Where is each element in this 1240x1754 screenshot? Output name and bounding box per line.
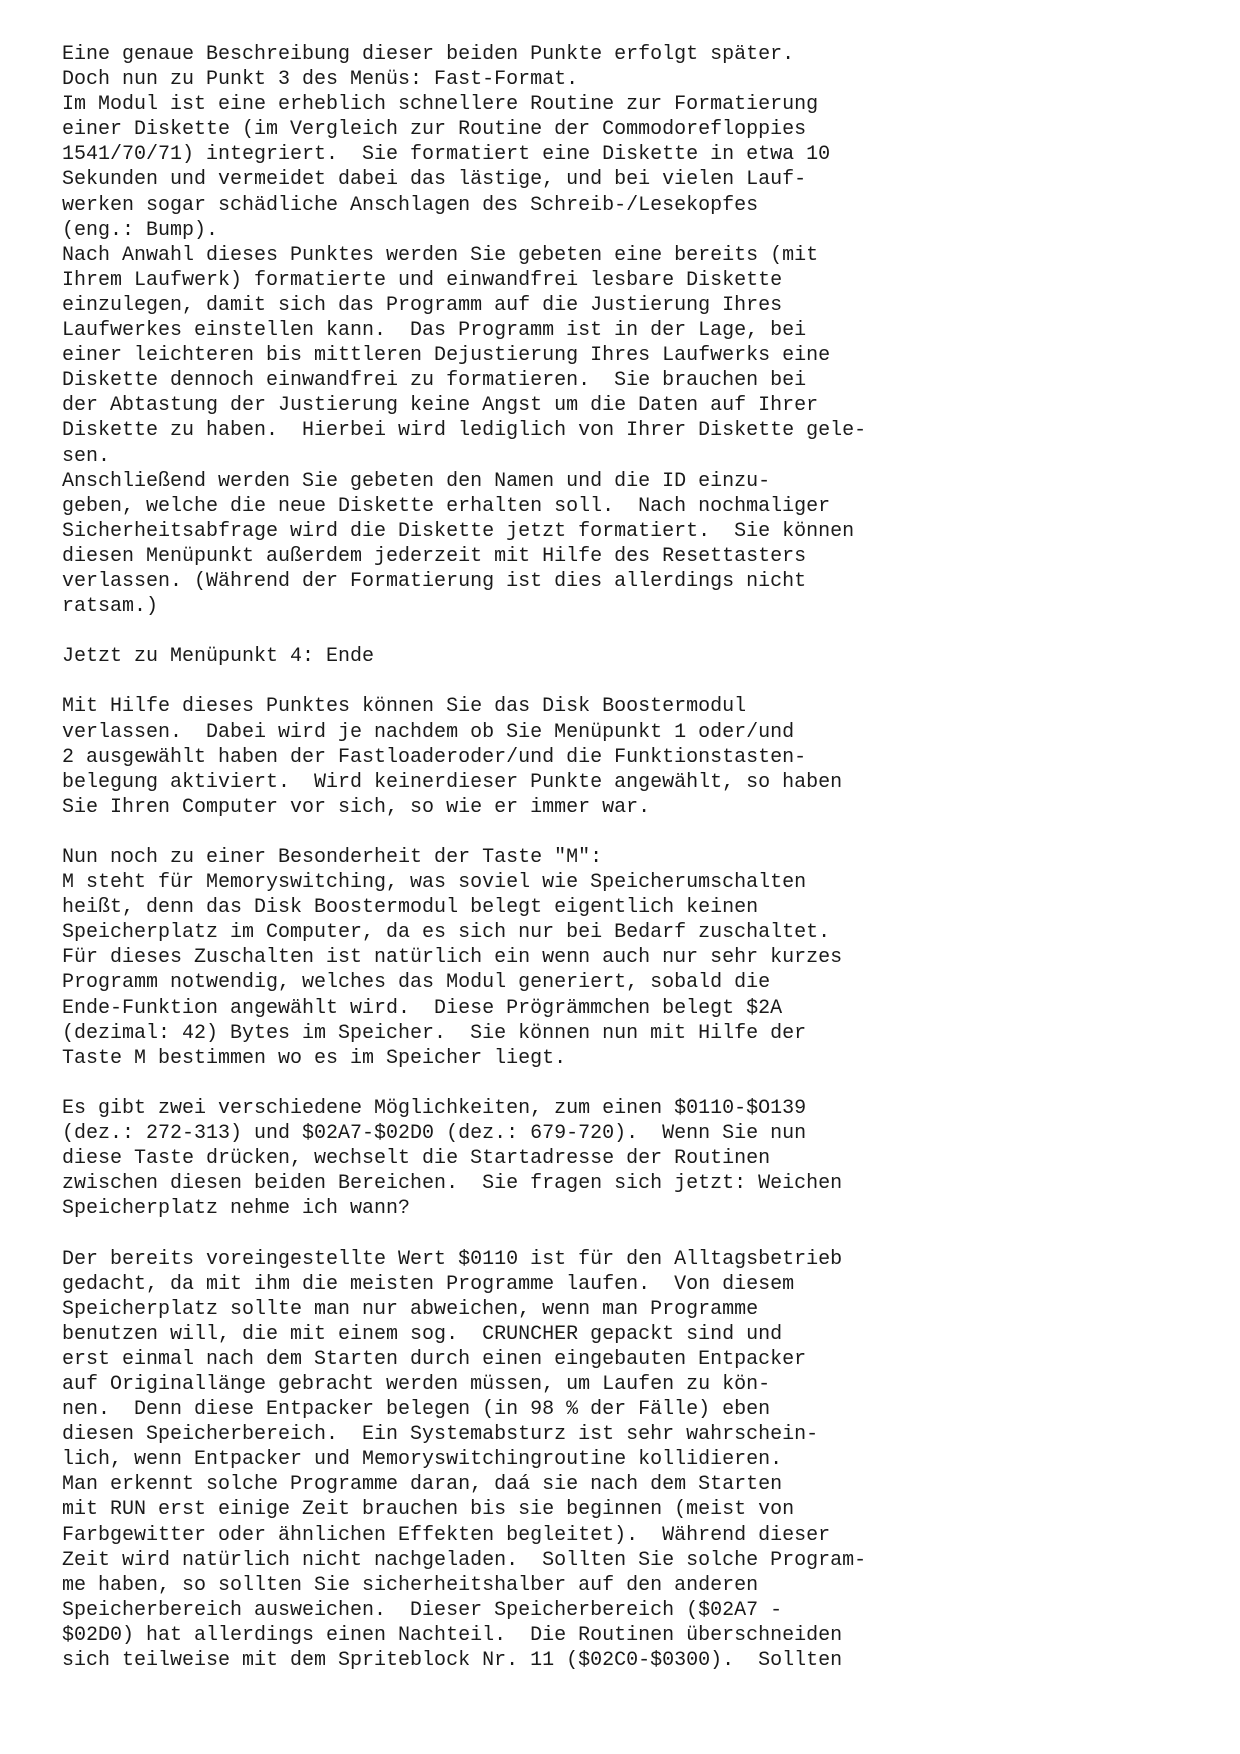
paragraph-menu-4-body — [62, 694, 1202, 819]
text-line: Speicherplatz im Computer, da es sich nur bei Bedarf zuschaltet. — [62, 921, 831, 945]
text-line: verlassen. Dabei wird je nachdem ob Sie Menüpunkt 1 oder/und — [62, 720, 795, 744]
text-line: Doch nun zu Punkt 3 des Menüs: Fast-Format. — [62, 68, 579, 92]
paragraph-gap — [62, 619, 1202, 644]
text-line: (dezimal: 42) Bytes im Speicher. Sie können nun mit Hilfe der — [62, 1021, 807, 1045]
text-line: Der bereits voreingestellte Wert $0110 ist für den Alltagsbetrieb — [62, 1247, 843, 1271]
text-line: sich teilweise mit dem Spriteblock Nr. 11 ($02C0-$0300). Sollten — [62, 1649, 843, 1672]
text-line: Sekunden und vermeidet dabei das lästige, und bei vielen Lauf- — [62, 168, 807, 192]
text-line: $02D0) hat allerdings einen Nachteil. Die Routinen überschneiden — [62, 1623, 843, 1647]
text-line: Anschließend werden Sie gebeten den Namen und die ID einzu- — [62, 469, 771, 493]
text-line: Nach Anwahl dieses Punktes werden Sie gebeten eine bereits (mit — [62, 243, 819, 267]
paragraph-taste-m — [62, 845, 1202, 1071]
text-line: werken sogar schädliche Anschlagen des Schreib-/Lesekopfes — [62, 193, 759, 217]
text-line: einzulegen, damit sich das Programm auf die Justierung Ihres — [62, 293, 783, 317]
document-page — [62, 42, 1202, 1673]
text-line: lich, wenn Entpacker und Memoryswitchingroutine kollidieren. — [62, 1448, 783, 1472]
text-line: ratsam.) — [62, 595, 159, 619]
paragraph-gap — [62, 820, 1202, 845]
text-line: Es gibt zwei verschiedene Möglichkeiten, zum einen $0110-$O139 — [62, 1096, 807, 1120]
text-line: diesen Menüpunkt außerdem jederzeit mit Hilfe des Resettasters — [62, 544, 807, 568]
paragraph-moeglichkeiten — [62, 1096, 1202, 1221]
text-line: nen. Denn diese Entpacker belegen (in 98 % der Fälle) eben — [62, 1398, 771, 1422]
text-line: Diskette dennoch einwandfrei zu formatieren. Sie brauchen bei — [62, 369, 807, 393]
text-line: Taste M bestimmen wo es im Speicher liegt. — [62, 1046, 567, 1070]
text-line: einer Diskette (im Vergleich zur Routine der Commodorefloppies — [62, 118, 807, 142]
text-line: mit RUN erst einige Zeit brauchen bis sie beginnen (meist von — [62, 1498, 795, 1522]
text-line: Sicherheitsabfrage wird die Diskette jetzt formatiert. Sie können — [62, 519, 855, 543]
text-line: geben, welche die neue Diskette erhalten soll. Nach nochmaliger — [62, 494, 831, 518]
text-line: Jetzt zu Menüpunkt 4: Ende — [62, 645, 375, 669]
paragraph-gap — [62, 1221, 1202, 1246]
text-line: Programm notwendig, welches das Modul generiert, sobald die — [62, 971, 771, 995]
text-line: verlassen. (Während der Formatierung ist dies allerdings nicht — [62, 569, 807, 593]
text-line: Für dieses Zuschalten ist natürlich ein wenn auch nur sehr kurzes — [62, 946, 843, 970]
text-line: Zeit wird natürlich nicht nachgeladen. Sollten Sie solche Program- — [62, 1548, 867, 1572]
text-line: 2 ausgewählt haben der Fastloaderoder/und die Funktionstasten- — [62, 745, 807, 769]
text-line: heißt, denn das Disk Boostermodul belegt eigentlich keinen — [62, 896, 759, 920]
text-line: Speicherplatz nehme ich wann? — [62, 1197, 411, 1221]
text-line: diesen Speicherbereich. Ein Systemabsturz ist sehr wahrschein- — [62, 1423, 819, 1447]
text-line: Im Modul ist eine erheblich schnellere Routine zur Formatierung — [62, 93, 819, 117]
text-line: erst einmal nach dem Starten durch einen eingebauten Entpacker — [62, 1347, 807, 1371]
text-line: Nun noch zu einer Besonderheit der Taste "M": — [62, 846, 603, 869]
paragraph-gap — [62, 1071, 1202, 1096]
text-line: diese Taste drücken, wechselt die Startadresse der Routinen — [62, 1147, 771, 1171]
text-line: auf Originallänge gebracht werden müssen, um Laufen zu kön- — [62, 1372, 771, 1396]
text-line: der Abtastung der Justierung keine Angst um die Daten auf Ihrer — [62, 394, 819, 418]
text-line: Diskette zu haben. Hierbei wird lediglich von Ihrer Diskette gele- — [62, 419, 867, 443]
text-line: Sie Ihren Computer vor sich, so wie er immer war. — [62, 795, 651, 819]
text-line: 1541/70/71) integriert. Sie formatiert eine Diskette in etwa 10 — [62, 143, 831, 167]
text-line: M steht für Memoryswitching, was soviel wie Speicherumschalten — [62, 871, 807, 895]
text-line: (dez.: 272-313) und $02A7-$02D0 (dez.: 679-720). Wenn Sie nun — [62, 1122, 807, 1146]
text-line: Farbgewitter oder ähnlichen Effekten begleitet). Während dieser — [62, 1523, 831, 1547]
text-line: Ende-Funktion angewählt wird. Diese Prögrämmchen belegt $2A — [62, 996, 783, 1020]
text-line: zwischen diesen beiden Bereichen. Sie fragen sich jetzt: Weichen — [62, 1172, 843, 1196]
text-line: sen. — [62, 444, 111, 468]
text-line: benutzen will, die mit einem sog. CRUNCHER gepackt sind und — [62, 1322, 783, 1346]
paragraph-voreingestellt — [62, 1247, 1202, 1674]
paragraph-fast-format — [62, 42, 1202, 619]
text-line: me haben, so sollten Sie sicherheitshalber auf den anderen — [62, 1573, 759, 1597]
text-line: Laufwerkes einstellen kann. Das Programm ist in der Lage, bei — [62, 319, 807, 343]
text-line: (eng.: Bump). — [62, 218, 219, 242]
text-line: Speicherplatz sollte man nur abweichen, wenn man Programme — [62, 1297, 759, 1321]
text-line: Speicherbereich ausweichen. Dieser Speicherbereich ($02A7 - — [62, 1598, 783, 1622]
text-line: Ihrem Laufwerk) formatierte und einwandfrei lesbare Diskette — [62, 268, 783, 292]
text-line: einer leichteren bis mittleren Dejustierung Ihres Laufwerks eine — [62, 344, 831, 368]
paragraph-menu-4-heading — [62, 644, 1202, 669]
text-line: gedacht, da mit ihm die meisten Programme laufen. Von diesem — [62, 1272, 795, 1296]
text-line: Eine genaue Beschreibung dieser beiden Punkte erfolgt später. — [62, 43, 795, 66]
text-line: belegung aktiviert. Wird keinerdieser Punkte angewählt, so haben — [62, 770, 843, 794]
text-line: Man erkennt solche Programme daran, daá sie nach dem Starten — [62, 1473, 783, 1497]
text-line: Mit Hilfe dieses Punktes können Sie das Disk Boostermodul — [62, 695, 747, 719]
paragraph-gap — [62, 669, 1202, 694]
